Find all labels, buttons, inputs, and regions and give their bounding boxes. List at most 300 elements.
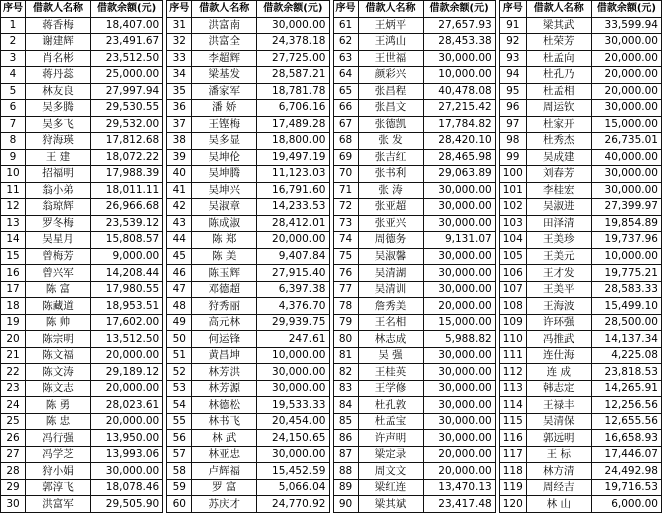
borrower-name: 陈 忠 <box>26 413 91 430</box>
loan-balance: 6,706.16 <box>257 100 329 117</box>
borrower-name: 王美元 <box>526 248 591 265</box>
table-row <box>167 479 329 496</box>
row-index: 60 <box>167 496 192 513</box>
row-index: 114 <box>499 397 526 414</box>
loan-balance: 30,000.00 <box>423 397 495 414</box>
row-index: 20 <box>1 331 26 348</box>
row-index: 25 <box>1 413 26 430</box>
table-row <box>333 479 495 496</box>
borrower-name: 连 成 <box>526 364 591 381</box>
borrower-name: 周文文 <box>358 463 423 480</box>
borrower-name: 王海波 <box>526 298 591 315</box>
row-index: 13 <box>1 215 26 232</box>
borrower-name: 王世福 <box>358 50 423 67</box>
row-index: 107 <box>499 281 526 298</box>
row-index: 40 <box>167 166 192 183</box>
borrower-name: 王美平 <box>526 281 591 298</box>
borrower-name: 黄昌坤 <box>192 347 257 364</box>
loan-table-block <box>333 0 496 513</box>
borrower-name: 吴坤伦 <box>192 149 257 166</box>
borrower-name: 王学修 <box>358 380 423 397</box>
loan-balance: 4,225.08 <box>591 347 661 364</box>
row-index: 10 <box>1 166 26 183</box>
row-index: 24 <box>1 397 26 414</box>
row-index: 57 <box>167 446 192 463</box>
table-row <box>1 314 163 331</box>
borrower-name: 张德凯 <box>358 116 423 133</box>
table-row <box>499 380 661 397</box>
borrower-name: 林书飞 <box>192 413 257 430</box>
loan-balance: 247.61 <box>257 331 329 348</box>
borrower-name: 张亚超 <box>358 199 423 216</box>
table-row <box>167 100 329 117</box>
loan-balance: 27,215.42 <box>423 100 495 117</box>
row-index: 111 <box>499 347 526 364</box>
loan-balance: 30,000.00 <box>257 17 329 34</box>
table-row <box>499 496 661 513</box>
loan-balance: 17,446.07 <box>591 446 661 463</box>
row-index: 110 <box>499 331 526 348</box>
loan-balance: 14,137.34 <box>591 331 661 348</box>
table-row <box>167 314 329 331</box>
row-index: 113 <box>499 380 526 397</box>
borrower-name: 翁琼辉 <box>26 199 91 216</box>
borrower-name: 狩海瑛 <box>26 133 91 150</box>
borrower-name: 张吉红 <box>358 149 423 166</box>
row-index: 67 <box>333 116 358 133</box>
borrower-name: 洪富军 <box>26 496 91 513</box>
table-row <box>167 149 329 166</box>
table-row <box>1 34 163 51</box>
loan-balance: 17,602.00 <box>91 314 163 331</box>
row-index: 68 <box>333 133 358 150</box>
table-row <box>499 281 661 298</box>
loan-balance: 9,407.84 <box>257 248 329 265</box>
row-index: 116 <box>499 430 526 447</box>
borrower-name: 梁其武 <box>526 17 591 34</box>
row-index: 51 <box>167 347 192 364</box>
table-row <box>499 17 661 34</box>
table-row <box>1 116 163 133</box>
header-loan-balance: 借款余额(元) <box>257 1 329 18</box>
borrower-name: 陈文志 <box>26 380 91 397</box>
row-index: 55 <box>167 413 192 430</box>
table-row <box>333 265 495 282</box>
table-row <box>499 331 661 348</box>
borrower-name: 卢辉福 <box>192 463 257 480</box>
table-row <box>167 281 329 298</box>
borrower-name: 李超辉 <box>192 50 257 67</box>
borrower-name: 吴成建 <box>526 149 591 166</box>
table-row <box>1 265 163 282</box>
row-index: 38 <box>167 133 192 150</box>
table-row <box>167 265 329 282</box>
loan-balance: 6,397.38 <box>257 281 329 298</box>
loan-balance: 16,791.60 <box>257 182 329 199</box>
table-row <box>167 50 329 67</box>
table-row <box>1 413 163 430</box>
borrower-name: 曾梅芳 <box>26 248 91 265</box>
table-row <box>167 364 329 381</box>
table-row <box>499 232 661 249</box>
table-row <box>167 463 329 480</box>
row-index: 42 <box>167 199 192 216</box>
loan-balance: 17,489.28 <box>257 116 329 133</box>
table-row <box>499 116 661 133</box>
loan-balance: 18,072.22 <box>91 149 163 166</box>
table-row <box>333 298 495 315</box>
row-index: 32 <box>167 34 192 51</box>
row-index: 66 <box>333 100 358 117</box>
loan-balance: 40,000.00 <box>591 149 661 166</box>
loan-balance: 10,000.00 <box>257 347 329 364</box>
table-row <box>499 215 661 232</box>
table-row <box>333 50 495 67</box>
row-index: 5 <box>1 83 26 100</box>
row-index: 88 <box>333 463 358 480</box>
loan-balance: 30,000.00 <box>423 364 495 381</box>
row-index: 48 <box>167 298 192 315</box>
borrower-name: 林 武 <box>192 430 257 447</box>
loan-balance: 5,988.82 <box>423 331 495 348</box>
table-row <box>1 215 163 232</box>
row-index: 9 <box>1 149 26 166</box>
row-index: 77 <box>333 281 358 298</box>
borrower-name: 洪富南 <box>192 17 257 34</box>
loan-balance: 20,000.00 <box>257 232 329 249</box>
row-index: 35 <box>167 83 192 100</box>
loan-balance: 14,265.91 <box>591 380 661 397</box>
table-row <box>167 166 329 183</box>
borrower-name: 吴星月 <box>26 232 91 249</box>
borrower-name: 陈 郑 <box>192 232 257 249</box>
table-row <box>1 397 163 414</box>
borrower-name: 颜彩兴 <box>358 67 423 84</box>
borrower-name: 林芳源 <box>192 380 257 397</box>
table-row <box>1 364 163 381</box>
row-index: 46 <box>167 265 192 282</box>
borrower-name: 吴 强 <box>358 347 423 364</box>
loan-balance: 13,993.06 <box>91 446 163 463</box>
loan-balance: 10,000.00 <box>423 67 495 84</box>
row-index: 12 <box>1 199 26 216</box>
table-row <box>333 116 495 133</box>
table-row <box>333 215 495 232</box>
row-index: 106 <box>499 265 526 282</box>
loan-balance: 30,000.00 <box>257 380 329 397</box>
loan-balance: 15,000.00 <box>591 116 661 133</box>
table-row <box>499 347 661 364</box>
header-index: 序号 <box>1 1 26 18</box>
borrower-name: 梁红连 <box>358 479 423 496</box>
borrower-name: 詹秀美 <box>358 298 423 315</box>
loan-balance: 29,530.55 <box>91 100 163 117</box>
borrower-name: 招福明 <box>26 166 91 183</box>
row-index: 43 <box>167 215 192 232</box>
loan-balance: 28,420.10 <box>423 133 495 150</box>
loan-balance: 27,915.40 <box>257 265 329 282</box>
table-row <box>333 496 495 513</box>
loan-balance: 29,939.75 <box>257 314 329 331</box>
table-row <box>1 331 163 348</box>
row-index: 119 <box>499 479 526 496</box>
table-row <box>499 430 661 447</box>
table-row <box>1 232 163 249</box>
table-row <box>333 331 495 348</box>
row-index: 21 <box>1 347 26 364</box>
borrower-name: 王美珍 <box>526 232 591 249</box>
loan-balance: 28,453.38 <box>423 34 495 51</box>
loan-balance: 29,189.12 <box>91 364 163 381</box>
header-borrower-name: 借款人名称 <box>526 1 591 18</box>
table-row <box>167 182 329 199</box>
table-row <box>1 17 163 34</box>
row-index: 41 <box>167 182 192 199</box>
table-row <box>333 446 495 463</box>
borrower-name: 张昌程 <box>358 83 423 100</box>
row-index: 65 <box>333 83 358 100</box>
loan-balance: 20,000.00 <box>591 67 661 84</box>
table-row <box>167 496 329 513</box>
borrower-name: 高元林 <box>192 314 257 331</box>
row-index: 79 <box>333 314 358 331</box>
table-row <box>499 314 661 331</box>
loan-balance: 18,407.00 <box>91 17 163 34</box>
row-index: 80 <box>333 331 358 348</box>
loan-balance: 20,000.00 <box>591 83 661 100</box>
loan-balance: 30,000.00 <box>423 413 495 430</box>
row-index: 101 <box>499 182 526 199</box>
loan-balance: 40,478.08 <box>423 83 495 100</box>
table-row <box>333 67 495 84</box>
borrower-name: 郭淳飞 <box>26 479 91 496</box>
row-index: 50 <box>167 331 192 348</box>
loan-balance: 12,655.56 <box>591 413 661 430</box>
row-index: 19 <box>1 314 26 331</box>
row-index: 96 <box>499 100 526 117</box>
table-row <box>1 50 163 67</box>
row-index: 53 <box>167 380 192 397</box>
row-index: 15 <box>1 248 26 265</box>
loan-table-block <box>0 0 163 513</box>
borrower-name: 吴多飞 <box>26 116 91 133</box>
header-index: 序号 <box>333 1 358 18</box>
row-index: 62 <box>333 34 358 51</box>
borrower-name: 杜孟向 <box>526 50 591 67</box>
row-index: 6 <box>1 100 26 117</box>
table-row <box>499 199 661 216</box>
loan-balance: 27,725.00 <box>257 50 329 67</box>
loan-balance: 30,000.00 <box>91 463 163 480</box>
loan-balance: 24,770.92 <box>257 496 329 513</box>
loan-balance: 12,256.56 <box>591 397 661 414</box>
row-index: 95 <box>499 83 526 100</box>
borrower-name: 杜秀杰 <box>526 133 591 150</box>
loan-balance: 30,000.00 <box>423 347 495 364</box>
table-row <box>167 380 329 397</box>
borrower-name: 王炳平 <box>358 17 423 34</box>
borrower-name: 蒋丹蕊 <box>26 67 91 84</box>
header-row <box>1 1 163 18</box>
table-row <box>167 446 329 463</box>
row-index: 83 <box>333 380 358 397</box>
row-index: 36 <box>167 100 192 117</box>
borrower-name: 梁其斌 <box>358 496 423 513</box>
loan-table-block <box>166 0 329 513</box>
header-row <box>499 1 661 18</box>
loan-balance: 20,000.00 <box>423 446 495 463</box>
table-row <box>333 34 495 51</box>
row-index: 120 <box>499 496 526 513</box>
table-row <box>1 149 163 166</box>
borrower-name: 潘 娇 <box>192 100 257 117</box>
table-row <box>1 83 163 100</box>
loan-balance: 20,000.00 <box>91 413 163 430</box>
loan-balance: 19,737.96 <box>591 232 661 249</box>
borrower-name: 张亚兴 <box>358 215 423 232</box>
loan-balance: 23,512.50 <box>91 50 163 67</box>
borrower-name: 林志成 <box>358 331 423 348</box>
borrower-name: 吴多腾 <box>26 100 91 117</box>
loan-balance: 30,000.00 <box>591 166 661 183</box>
table-row <box>1 479 163 496</box>
row-index: 69 <box>333 149 358 166</box>
loan-balance: 17,988.39 <box>91 166 163 183</box>
header-index: 序号 <box>167 1 192 18</box>
row-index: 29 <box>1 479 26 496</box>
table-row <box>167 34 329 51</box>
borrower-name: 翁小弟 <box>26 182 91 199</box>
row-index: 47 <box>167 281 192 298</box>
borrower-name: 杜孟宝 <box>358 413 423 430</box>
loan-balance: 20,000.00 <box>91 347 163 364</box>
table-row <box>167 133 329 150</box>
loan-table-block <box>499 0 662 513</box>
table-row <box>1 248 163 265</box>
loan-balance: 30,000.00 <box>591 182 661 199</box>
table-row <box>499 265 661 282</box>
loan-balance: 28,500.00 <box>591 314 661 331</box>
row-index: 72 <box>333 199 358 216</box>
loan-balance: 30,000.00 <box>423 182 495 199</box>
row-index: 49 <box>167 314 192 331</box>
loan-balance: 17,812.68 <box>91 133 163 150</box>
loan-balance: 20,000.00 <box>423 463 495 480</box>
table-row <box>167 248 329 265</box>
loan-balance: 28,412.01 <box>257 215 329 232</box>
row-index: 81 <box>333 347 358 364</box>
row-index: 74 <box>333 232 358 249</box>
loan-balance: 28,587.21 <box>257 67 329 84</box>
row-index: 103 <box>499 215 526 232</box>
loan-balance: 18,781.78 <box>257 83 329 100</box>
loan-balance: 18,800.00 <box>257 133 329 150</box>
table-row <box>167 83 329 100</box>
borrower-name: 冯行强 <box>26 430 91 447</box>
row-index: 22 <box>1 364 26 381</box>
row-index: 27 <box>1 446 26 463</box>
loan-balance: 19,716.53 <box>591 479 661 496</box>
table-row <box>499 149 661 166</box>
table-row <box>333 83 495 100</box>
loan-balance: 13,470.13 <box>423 479 495 496</box>
borrower-name: 吴淑馨 <box>358 248 423 265</box>
table-row <box>333 314 495 331</box>
loan-balance: 23,539.12 <box>91 215 163 232</box>
header-row <box>167 1 329 18</box>
row-index: 100 <box>499 166 526 183</box>
table-row <box>167 331 329 348</box>
row-index: 102 <box>499 199 526 216</box>
loan-balance: 27,657.93 <box>423 17 495 34</box>
table-row <box>167 430 329 447</box>
borrower-name: 王才发 <box>526 265 591 282</box>
loan-balance: 15,000.00 <box>423 314 495 331</box>
borrower-name: 谢建辉 <box>26 34 91 51</box>
header-loan-balance: 借款余额(元) <box>591 1 661 18</box>
borrower-name: 吴清保 <box>526 413 591 430</box>
borrower-name: 王禄丰 <box>526 397 591 414</box>
borrower-name: 陈 美 <box>192 248 257 265</box>
row-index: 17 <box>1 281 26 298</box>
loan-balance: 30,000.00 <box>423 430 495 447</box>
loan-balance: 18,078.46 <box>91 479 163 496</box>
loan-balance: 19,497.19 <box>257 149 329 166</box>
header-borrower-name: 借款人名称 <box>26 1 91 18</box>
table-row <box>333 347 495 364</box>
loan-balance: 18,011.11 <box>91 182 163 199</box>
row-index: 70 <box>333 166 358 183</box>
row-index: 52 <box>167 364 192 381</box>
borrower-name: 吴坤兴 <box>192 182 257 199</box>
borrower-name: 林芳洪 <box>192 364 257 381</box>
borrower-name: 陈玉辉 <box>192 265 257 282</box>
row-index: 26 <box>1 430 26 447</box>
table-row <box>1 166 163 183</box>
row-index: 112 <box>499 364 526 381</box>
borrower-name: 吴淑进 <box>526 199 591 216</box>
borrower-name: 杜家开 <box>526 116 591 133</box>
row-index: 86 <box>333 430 358 447</box>
row-index: 63 <box>333 50 358 67</box>
row-index: 93 <box>499 50 526 67</box>
table-row <box>167 199 329 216</box>
borrower-name: 周德务 <box>358 232 423 249</box>
borrower-name: 韩志定 <box>526 380 591 397</box>
table-row <box>1 430 163 447</box>
borrower-name: 王 建 <box>26 149 91 166</box>
loan-balance: 30,000.00 <box>423 380 495 397</box>
borrower-name: 冯推武 <box>526 331 591 348</box>
borrower-name: 张 发 <box>358 133 423 150</box>
table-row <box>167 232 329 249</box>
row-index: 18 <box>1 298 26 315</box>
loan-balance: 24,492.98 <box>591 463 661 480</box>
loan-balance: 30,000.00 <box>591 34 661 51</box>
table-row <box>167 397 329 414</box>
header-loan-balance: 借款余额(元) <box>91 1 163 18</box>
loan-balance: 23,417.48 <box>423 496 495 513</box>
borrower-name: 周经吉 <box>526 479 591 496</box>
row-index: 56 <box>167 430 192 447</box>
row-index: 1 <box>1 17 26 34</box>
loan-balance: 6,000.00 <box>591 496 661 513</box>
borrower-name: 罗冬梅 <box>26 215 91 232</box>
loan-balance: 26,735.01 <box>591 133 661 150</box>
table-row <box>1 133 163 150</box>
row-index: 23 <box>1 380 26 397</box>
loan-balance: 17,784.82 <box>423 116 495 133</box>
